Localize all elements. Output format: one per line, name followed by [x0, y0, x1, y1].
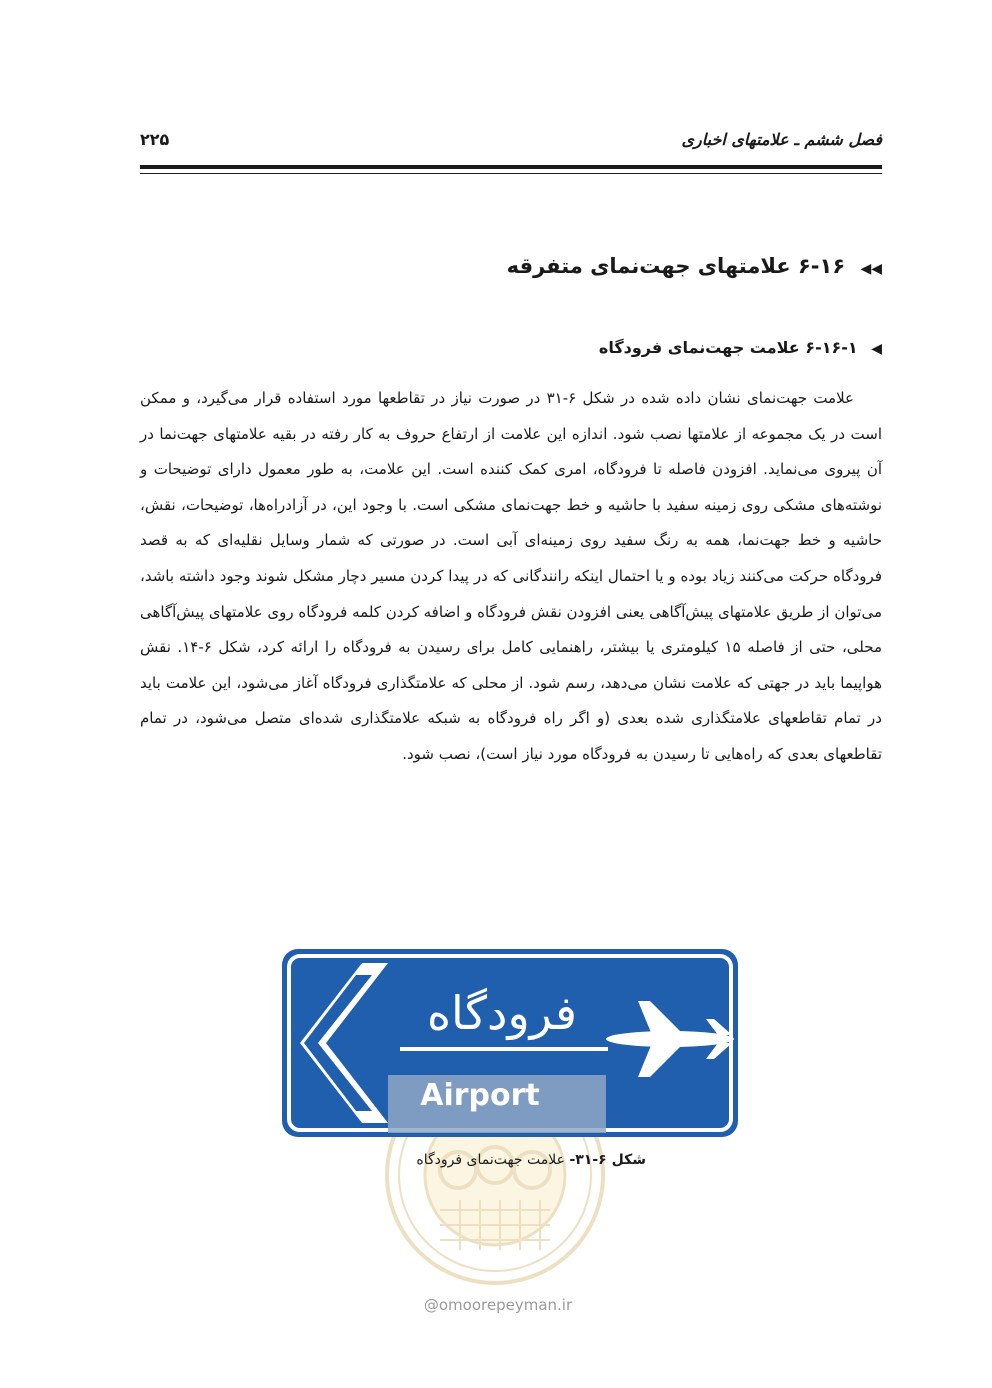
- watermark-text: @omoorepeyman.ir: [423, 1296, 573, 1314]
- sign-text-fa: فرودگاه: [426, 986, 578, 1040]
- figure-caption-label: شکل ۶-۳۱-: [569, 1152, 646, 1168]
- airport-sign: [280, 947, 740, 1139]
- page-number: ۲۲۵: [140, 130, 170, 149]
- section-title: ۶-۱۶ علامتهای جهت‌نمای متفرقه: [506, 254, 846, 278]
- header-rule-thin: [140, 173, 882, 174]
- arrow-icon: ◀: [871, 341, 882, 357]
- subsection-title: ۶-۱۶-۱ علامت جهت‌نمای فرودگاه: [598, 338, 858, 357]
- page-header: [140, 128, 882, 158]
- section-heading: [507, 254, 882, 278]
- figure-caption: [300, 1152, 646, 1168]
- double-arrow-icon: ◀◀: [860, 261, 882, 277]
- chapter-title: فصل ششم ـ علامتهای اخباری: [681, 130, 882, 149]
- figure-caption-text: علامت جهت‌نمای فرودگاه: [416, 1152, 570, 1168]
- subsection-heading: [599, 338, 882, 357]
- header-rule-thick: [140, 165, 882, 169]
- body-paragraph: علامت جهت‌نمای نشان داده شده در شکل ۶-۳۱ در صورت نیاز در تقاطعها مورد استفاده قرار می‌گیرد، و ممکن است در یک مجموعه از علامتها نصب شود. اندازه این علامت از ارتفاع حروف به کار رفته در بقیه علامتهای جهت‌نما در آن پیروی می‌نماید. افزودن فاصله تا فرودگاه، امری کمک کننده است. این علامت، به طور معمول دارای توضیحات و نوشته‌های مشکی روی زمینه سفید با حاشیه و خط جهت‌نمای مشکی است. با وجود این، در آزادراه‌ها، توضیحات، نقش، حاشیه و خط جهت‌نما، همه به رنگ سفید روی زمینه‌ای آبی است. در صورتی که شمار وسایل نقلیه‌ای که به قصد فرودگاه حرکت می‌کنند زیاد بوده و یا احتمال اینکه رانندگانی که در پیدا کردن مسیر دچار مشکل شوند وجود داشته باشد، می‌توان از طریق علامتهای پیش‌آگاهی یعنی افزودن نقش فرودگاه و اضافه کردن کلمه فرودگاه روی علامتهای پیش‌آگاهی محلی، حتی از فاصله ۱۵ کیلومتری یا بیشتر، راهنمایی کامل برای رسیدن به فرودگاه را ارائه کرد، شکل ۶-۱۴. نقش هواپیما باید در جهتی که علامت نشان می‌دهد، رسم شود. از محلی که علامتگذاری فرودگاه آغاز می‌شود، این علامت باید در تمام تقاطعهای علامتگذاری شده بعدی (و اگر راه فرودگاه به شبکه علامتگذاری شده‌ای متصل می‌شود، در تمام تقاطعهای بعدی که راه‌هایی تا رسیدن به فرودگاه مورد نیاز است)، نصب شود.: [140, 389, 882, 763]
- sign-text-en: Airport: [420, 1078, 540, 1113]
